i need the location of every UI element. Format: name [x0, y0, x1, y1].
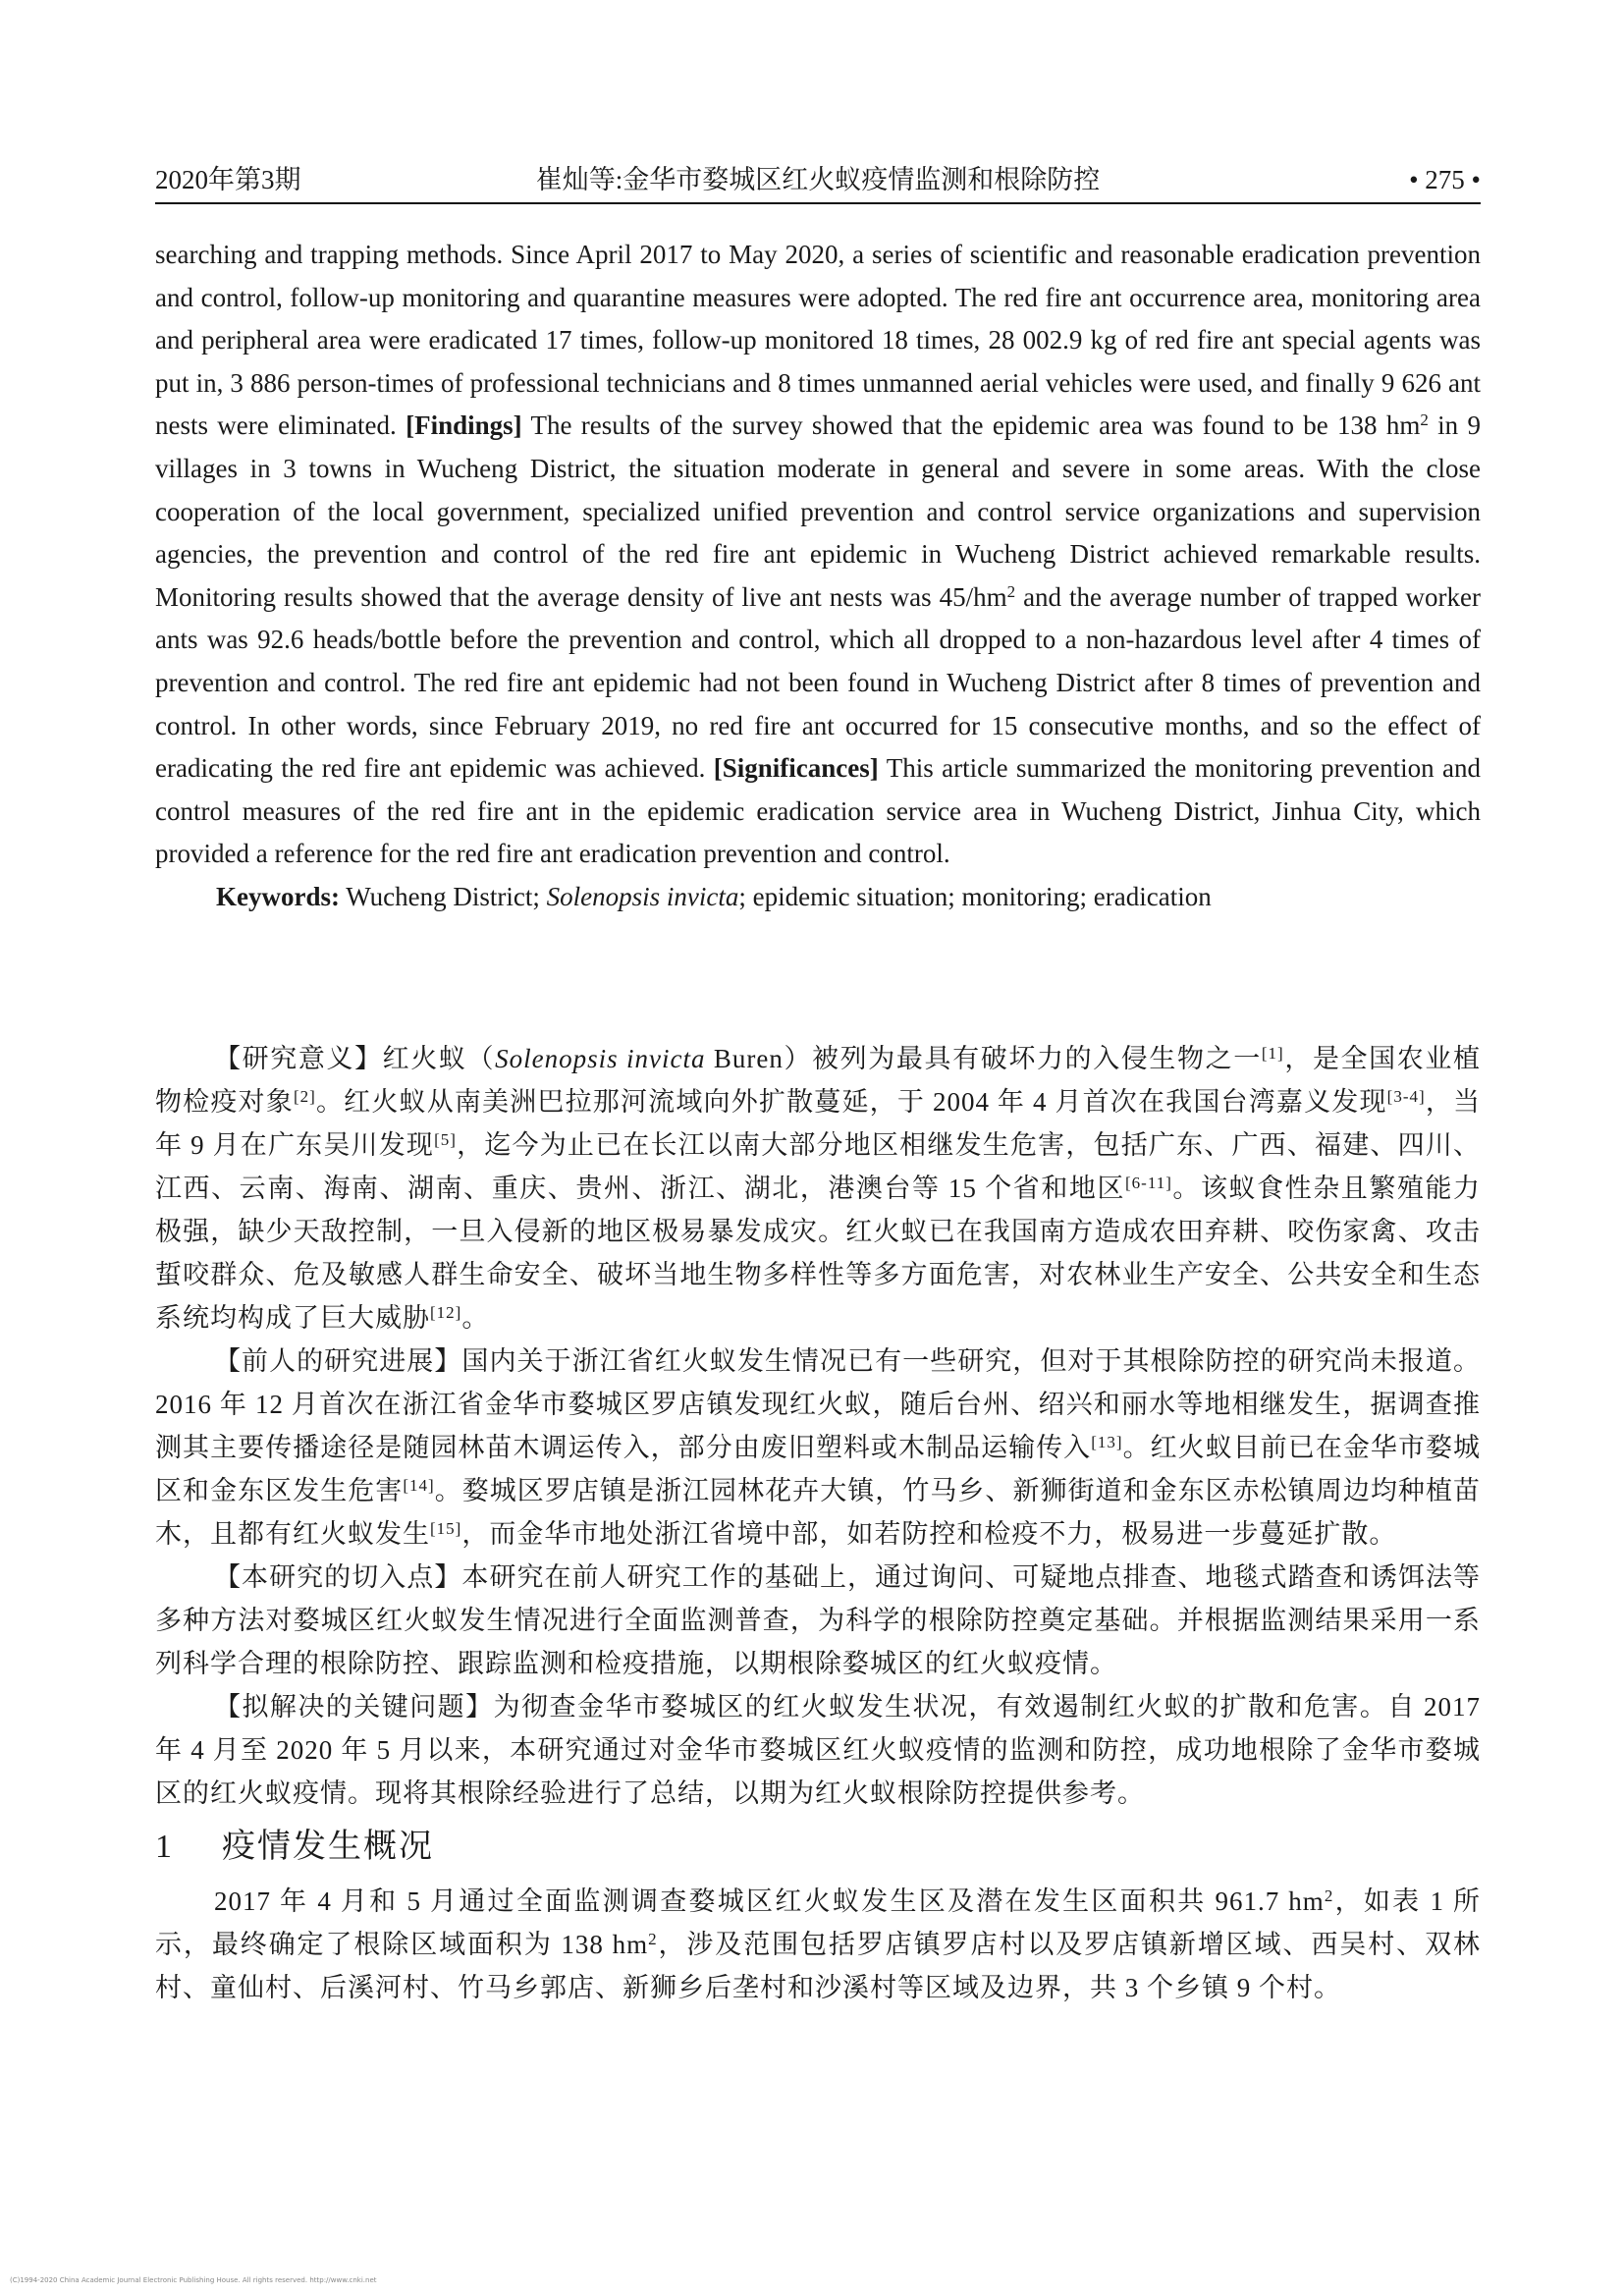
abstract-paragraph: searching and trapping methods. Since April 2017 to May 2020, a series of scientific and reasonable eradication prevention and control, follow-up monitoring and quarantine measures were adopted. The red fire ant occurrence area, monitoring area and peripheral area were eradicated 17 times, follow-up monitored 18 times, 28 002.9 kg of red fire ant special agents was put in, 3 886 person-times of professional technicians and 8 times unmanned aerial vehicles were used, and finally 9 626 ant nests were eliminated. [Findings] The results of the survey showed that the epidemic area was found to be 138 $hm^2$ in 9 villages in 3 towns in Wucheng District, the situation moderate in general and severe in some areas. With the close cooperation of the local government, specialized unified prevention and control service organizations and supervision agencies, the prevention and control of the red fire ant epidemic in Wucheng District achieved remarkable results. Monitoring results showed that the average density of live ant nests was $45/hm^2$ and the average number of trapped worker ants was 92.6 heads/bottle before the prevention and control, which all dropped to a non-hazardous level after 4 times of prevention and control. The red fire ant epidemic had not been found in Wucheng District after 8 times of prevention and control. In other words, since February 2019, no red fire ant occurred for 15 consecutive months, and so the effect of eradicating the red fire ant epidemic was achieved. [Significances] This article summarized the monitoring prevention and control measures of the red fire ant in the epidemic eradication service area in Wucheng District, Jinhua City, which provided a reference for the red fire ant eradication prevention and control. [155, 240, 1482, 869]
intro-paragraph-previous-research: 【前人的研究进展】国内关于浙江省红火蚁发生情况已有一些研究，但对于其根除防控的研究尚未报道。2016 年 12 月首次在浙江省金华市婺城区罗店镇发现红火蚁，随后台州、绍兴和丽水等地相继发生，据调查推测其主要传播途径是随园林苗木调运传入，部分由废旧塑料或木制品运输传入[13]。红火蚁目前已在金华市婺城区和金东区发生危害[14]。婺城区罗店镇是浙江园林花卉大镇，竹马乡、新狮街道和金东区赤松镇周边均种植苗木，且都有红火蚁发生[15]，而金华市地处浙江省境中部，如若防控和检疫不力，极易进一步蔓延扩散。 [155, 1346, 1482, 1549]
findings-label: [Findings] [406, 410, 522, 441]
english-abstract [155, 234, 1481, 919]
journal-issue: 2020年第3期 [155, 165, 301, 194]
citation: [13] [1091, 1433, 1123, 1451]
section-paragraph: 2017 年 4 月和 5 月通过全面监测调查婺城区红火蚁发生区及潜在发生区面积共 961.7 $hm^2$，如表 1 所示，最终确定了根除区域面积为 138 $hm^2$，涉及范围包括罗店镇罗店村以及罗店镇新增区域、西吴村、双林村、童仙村、后溪河村、竹马乡郭店、新狮乡后垄村和沙溪村等区域及边界，共 3 个乡镇 9 个村。 [155, 1886, 1481, 2002]
intro-paragraph-key-problem: 【拟解决的关键问题】为彻查金华市婺城区的红火蚁发生状况，有效遏制红火蚁的扩散和危害。自 2017 年 4 月至 2020 年 5 月以来，本研究通过对金华市婺城区红火蚁疫情的监测和防控，成功地根除了金华市婺城区的红火蚁疫情。现将其根除经验进行了总结，以期为红火蚁根除防控提供参考。 [155, 1692, 1481, 1808]
citation: [14] [403, 1476, 435, 1495]
section-number: 1 [155, 1829, 174, 1865]
citation: [6-11] [1125, 1174, 1172, 1192]
intro-paragraph-significance: 【研究意义】红火蚁（Solenopsis invicta Buren）被列为最具有破坏力的入侵生物之一[1]，是全国农业植物检疫对象[2]。红火蚁从南美洲巴拉那河流域向外扩散蔓延，于 2004 年 4 月首次在我国台湾嘉义发现[3-4]，当年 9 月在广东吴川发现[5]，迄今为止已在长江以南大部分地区相继发生危害，包括广东、广西、福建、四川、江西、云南、海南、湖南、重庆、贵州、浙江、湖北，港澳台等 15 个省和地区[6-11]。该蚁食性杂且繁殖能力极强，缺少天敌控制，一旦入侵新的地区极易暴发成灾。红火蚁已在我国南方造成农田弃耕、咬伤家禽、攻击蜇咬群众、危及敏感人群生命安全、破坏当地生物多样性等多方面危害，对农林业生产安全、公共安全和生态系统均构成了巨大威胁[12]。 [155, 1044, 1482, 1333]
section-heading [155, 1817, 1481, 1878]
citation: [5] [434, 1130, 457, 1149]
section-title: 疫情发生概况 [222, 1829, 434, 1865]
citation: [1] [1261, 1044, 1284, 1063]
running-title: 崔灿等:金华市婺城区红火蚁疫情监测和根除防控 [535, 165, 1101, 194]
copyright-footer: (C)1994-2020 China Academic Journal Electronic Publishing House. All rights reserved. http://www.cnki.net [10, 2276, 377, 2284]
citation: [15] [430, 1519, 462, 1538]
keywords-label: Keywords: [216, 881, 340, 911]
main-body [155, 1037, 1481, 2009]
citation: [3-4] [1386, 1087, 1426, 1106]
page-number: • 275 • [1409, 165, 1481, 194]
header-rule [155, 202, 1481, 204]
running-header [155, 157, 1481, 202]
significances-label: [Significances] [713, 753, 879, 784]
intro-paragraph-entry-point: 【本研究的切入点】本研究在前人研究工作的基础上，通过询问、可疑地点排查、地毯式踏查和诱饵法等多种方法对婺城区红火蚁发生情况进行全面监测普查，为科学的根除防控奠定基础。并根据监测结果采用一系列科学合理的根除防控、跟踪监测和检疫措施，以期根除婺城区的红火蚁疫情。 [155, 1562, 1481, 1678]
citation: [12] [430, 1303, 462, 1322]
keywords-line: Keywords: Wucheng District; Solenopsis invicta; epidemic situation; monitoring; eradication [216, 881, 1212, 911]
citation: [2] [293, 1087, 316, 1106]
